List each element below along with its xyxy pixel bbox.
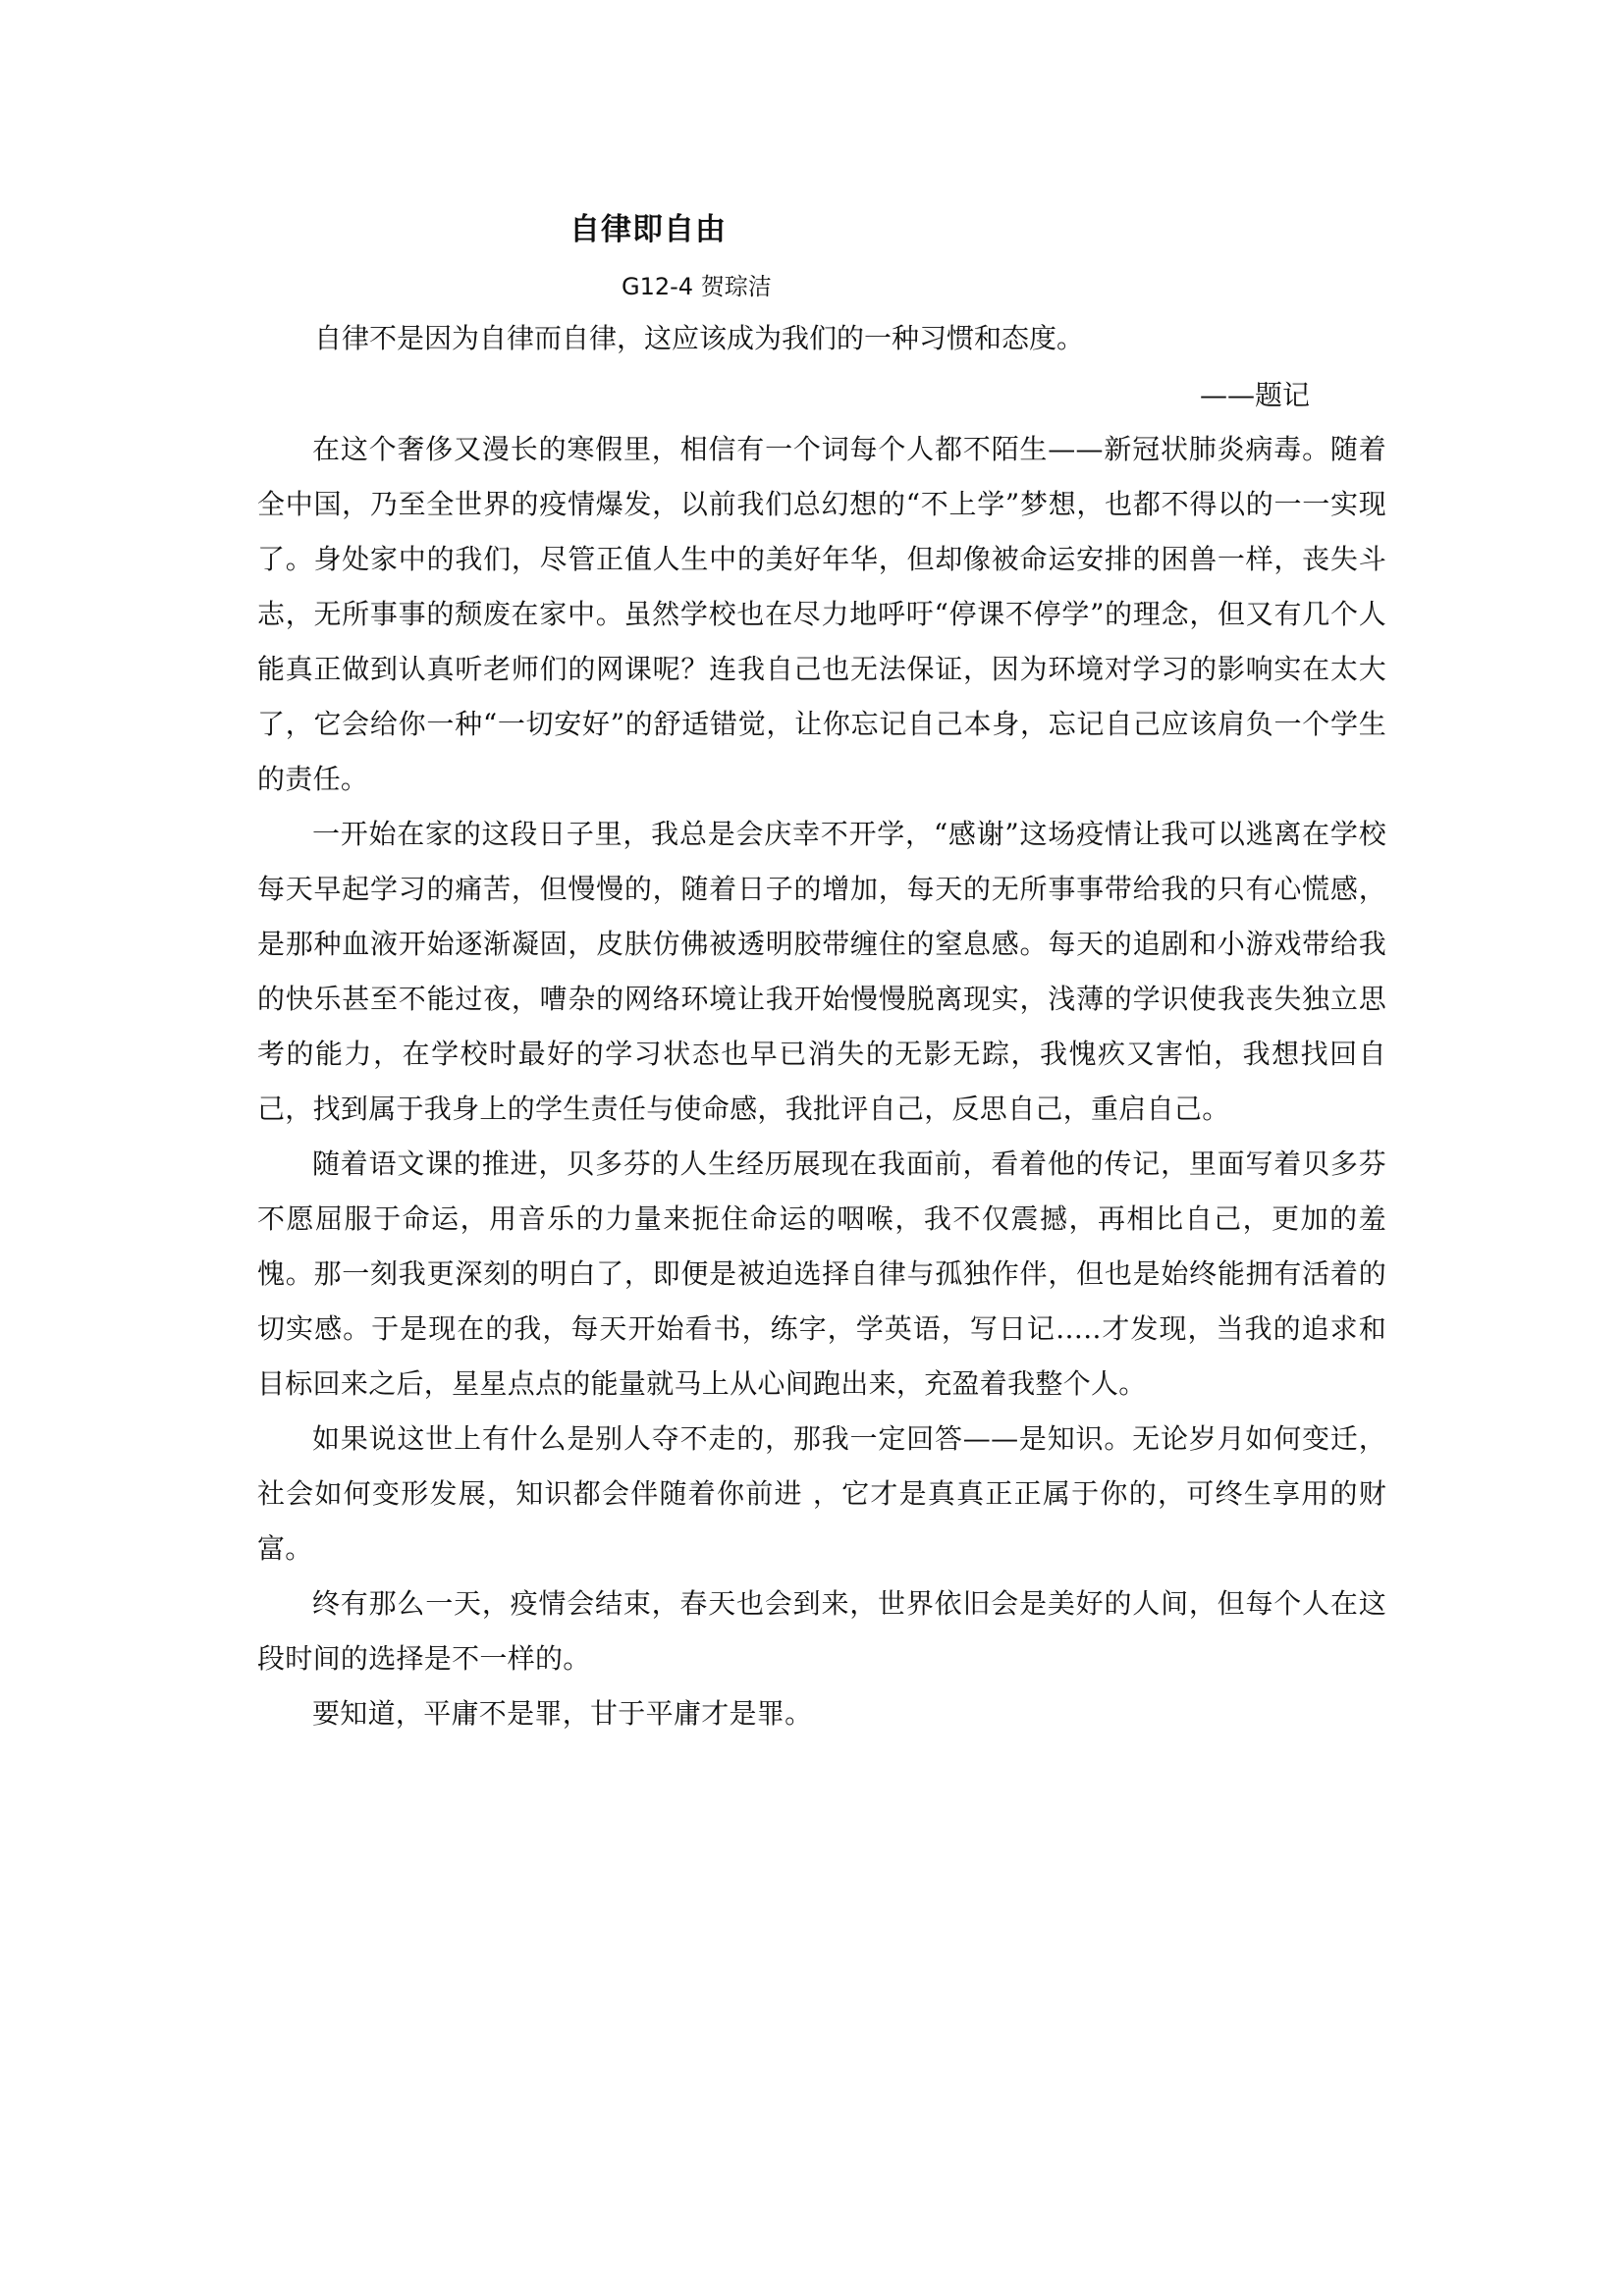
body-paragraph: 在这个奢侈又漫长的寒假里，相信有一个词每个人都不陌生——新冠状肺炎病毒。随着全中国，乃至全世界的疫情爆发，以前我们总幻想的“不上学”梦想，也都不得以的一一实现了。身处家中的我们，尽管正值人生中的美好年华，但却像被命运安排的困兽一样，丧失斗志，无所事事的颓废在家中。虽然学校也在尽力地呼吁“停课不停学”的理念，但又有几个人能真正做到认真听老师们的网课呢？连我自己也无法保证，因为环境对学习的影响实在太大了，它会给你一种“一切安好”的舒适错觉，让你忘记自己本身，忘记自己应该肩负一个学生的责任。 bbox=[257, 433, 1386, 795]
body-paragraph: 一开始在家的这段日子里，我总是会庆幸不开学，“感谢”这场疫情让我可以逃离在学校每天早起学习的痛苦，但慢慢的，随着日子的增加，每天的无所事事带给我的只有心慌感，是那种血液开始逐渐凝固，皮肤仿佛被透明胶带缠住的窒息感。每天的追剧和小游戏带给我的快乐甚至不能过夜，嘈杂的网络环境让我开始慢慢脱离现实，浅薄的学识使我丧失独立思考的能力，在学校时最好的学习状态也早已消失的无影无踪，我愧疚又害怕，我想找回自己，找到属于我身上的学生责任与使命感，我批评自己，反思自己，重启自己。 bbox=[257, 818, 1386, 1125]
author-line: G12-4 贺琮洁 bbox=[622, 273, 772, 300]
body-paragraph: 随着语文课的推进，贝多芬的人生经历展现在我面前，看着他的传记，里面写着贝多芬不愿屈服于命运，用音乐的力量来扼住命运的咽喉，我不仅震撼，再相比自己，更加的羞愧。那一刻我更深刻的明白了，即便是被迫选择自律与孤独作伴，但也是始终能拥有活着的切实感。于是现在的我，每天开始看书，练字，学英语，写日记…..才发现，当我的追求和目标回来之后，星星点点的能量就马上从心间跑出来，充盈着我整个人。 bbox=[257, 1148, 1386, 1400]
essay-body bbox=[257, 422, 1386, 1741]
body-paragraph: 如果说这世上有什么是别人夺不走的，那我一定回答——是知识。无论岁月如何变迁，社会如何变形发展，知识都会伴随着你前进 ，它才是真真正正属于你的，可终生享用的财富。 bbox=[257, 1422, 1386, 1565]
body-paragraph: 终有那么一天，疫情会结束，春天也会到来，世界依旧会是美好的人间，但每个人在这段时间的选择是不一样的。 bbox=[257, 1587, 1386, 1675]
epigraph: 自律不是因为自律而自律，这应该成为我们的一种习惯和态度。 bbox=[314, 322, 1085, 354]
essay-title: 自律即自由 bbox=[569, 212, 727, 247]
epigraph-source: ——题记 bbox=[1200, 379, 1311, 411]
body-paragraph: 要知道，平庸不是罪，甘于平庸才是罪。 bbox=[312, 1697, 813, 1730]
